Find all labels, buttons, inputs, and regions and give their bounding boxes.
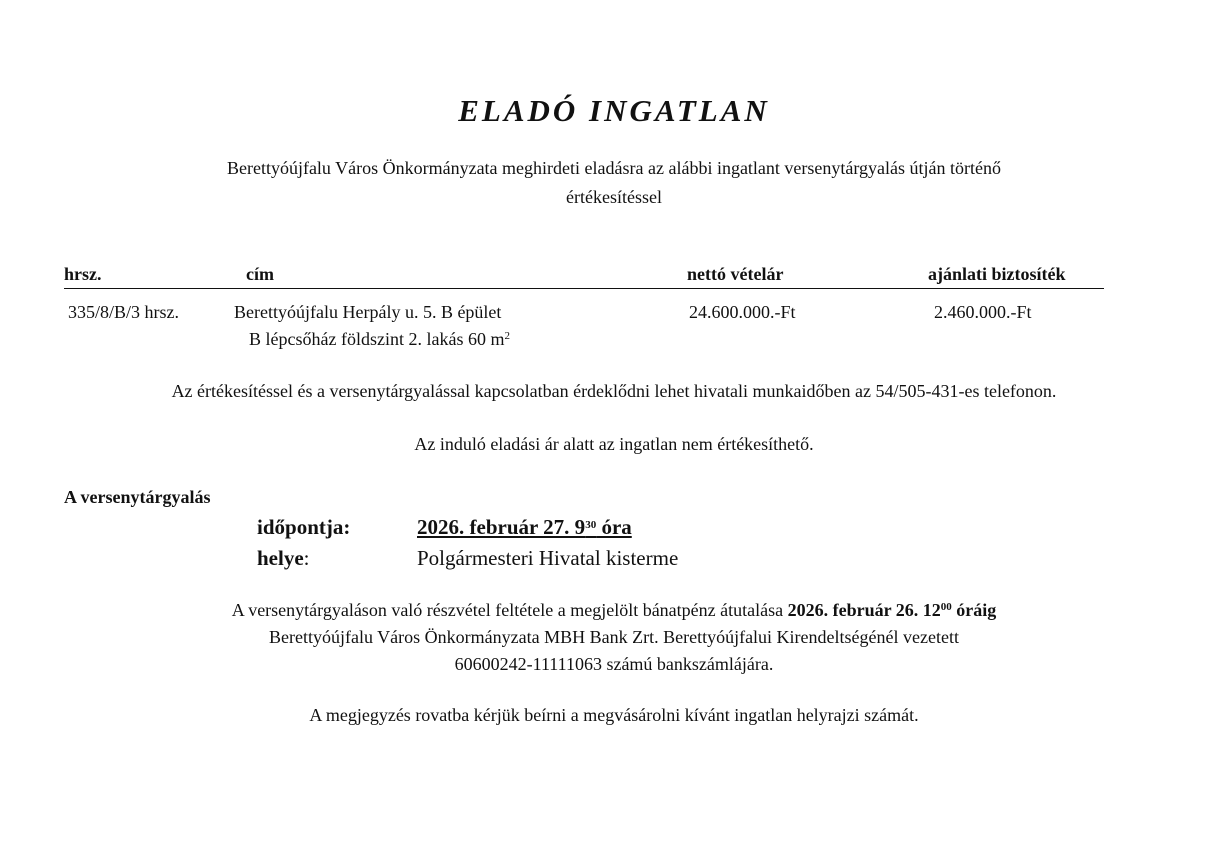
place-value: Polgármesteri Hivatal kisterme — [417, 546, 679, 570]
cell-deposit: 2.460.000.-Ft — [934, 302, 1032, 322]
cell-hrsz: 335/8/B/3 hrsz. — [68, 302, 179, 322]
table-header — [64, 264, 1104, 289]
intro-line-1: Berettyóújfalu Város Önkormányzata meghirdeti eladásra az alábbi ingatlant versenytárgyalás útján történő — [226, 158, 1002, 178]
cell-address-2 — [249, 329, 510, 350]
address-text: B lépcsőház földszint 2. lakás 60 m — [249, 329, 505, 349]
time-sup: 30 — [585, 519, 597, 531]
document-title: ELADÓ INGATLAN — [458, 93, 770, 128]
deadline-sup: 00 — [940, 601, 952, 613]
conditions-line-3: 60600242-11111063 számú bankszámlájára. — [454, 654, 774, 674]
conditions-line-1 — [0, 600, 1228, 621]
time-label: időpontja: — [257, 515, 351, 539]
conditions-line-2: Berettyóújfalu Város Önkormányzata MBH Bank Zrt. Berettyóújfalui Kirendeltségénél vezetett — [269, 627, 959, 647]
time-text: 2026. február 27. 9 — [417, 515, 586, 539]
header-hrsz: hrsz. — [64, 264, 102, 284]
header-price: nettó vételár — [687, 264, 784, 284]
intro-line-2: értékesítéssel — [566, 187, 662, 207]
header-cim: cím — [246, 264, 274, 284]
header-deposit: ajánlati biztosíték — [928, 264, 1066, 284]
place-label — [257, 546, 310, 571]
auction-heading: A versenytárgyalás — [64, 487, 211, 507]
note-line: A megjegyzés rovatba kérjük beírni a megvásárolni kívánt ingatlan helyrajzi számát. — [309, 705, 919, 725]
cell-price: 24.600.000.-Ft — [689, 302, 796, 322]
cell-address-1: Berettyóújfalu Herpály u. 5. B épület — [234, 302, 502, 322]
place-label-text: helye — [257, 546, 304, 570]
conditions-text: A versenytárgyaláson való részvétel feltétele a megjelölt bánatpénz átutalása — [231, 600, 788, 620]
deadline-suffix: óráig — [951, 600, 997, 620]
address-sup: 2 — [504, 330, 510, 342]
min-price-line: Az induló eladási ár alatt az ingatlan nem értékesíthető. — [414, 434, 814, 454]
info-line: Az értékesítéssel és a versenytárgyalással kapcsolatban érdeklődni lehet hivatali munkaidőben az 54/505-431-es telefonon. — [171, 381, 1057, 401]
deadline-date: 2026. február 26. 12 — [787, 600, 941, 620]
place-colon: : — [303, 546, 310, 570]
time-value — [417, 515, 632, 540]
time-suffix: óra — [596, 515, 632, 539]
